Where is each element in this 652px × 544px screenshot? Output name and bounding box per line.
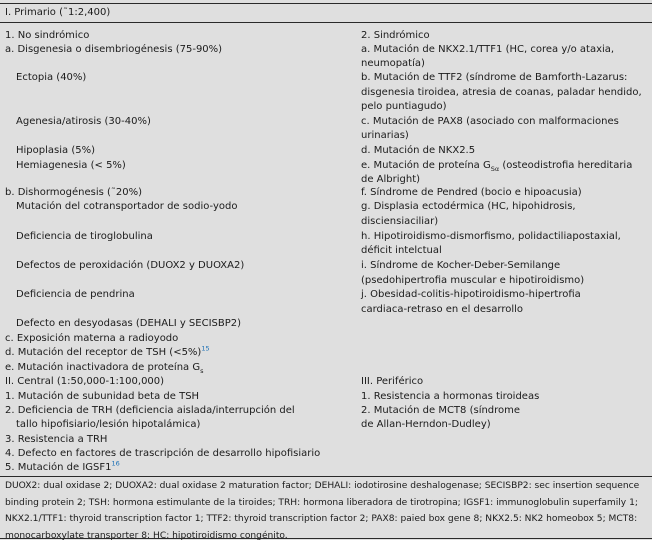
central-item-2-line1: 2. Deficiencia de TRH (deficiencia aislada/interrupción del — [5, 405, 295, 416]
periferico-heading: III. Periférico — [361, 376, 424, 387]
sindromico-e-line1: e. Mutación de proteína $G_{S\alpha}$ (osteodistrofia hereditaria — [361, 160, 633, 173]
table-header: I. Primario (˜1:2,400) — [5, 7, 111, 18]
cotransportador-item: Mutación del cotransportador de sodio-yodo — [16, 201, 238, 212]
sindromico-d: d. Mutación de NKX2.5 — [361, 145, 476, 156]
sindromico-h-line2: déficit intelctual — [361, 245, 442, 256]
periferico-item-1: 1. Resistencia a hormonas tiroideas — [361, 391, 540, 402]
sindromico-b-line2: disgenesia tiroidea, atresia de coanas, paladar hendido, — [361, 87, 642, 98]
sindromico-g-line1: g. Displasia ectodérmica (HC, hipohidrosis, — [361, 201, 576, 212]
disgenesia-item: a. Disgenesia o disembriogénesis (75-90%) — [5, 44, 223, 55]
proteina-gs-item: e. Mutación inactivadora de proteína $G_s$ — [5, 362, 204, 375]
reference-16[interactable]: 16 — [111, 459, 120, 468]
central-item-5: 5. Mutación de IGSF1$^{16}$ — [5, 459, 120, 473]
sindromico-c-line1: c. Mutación de PAX8 (asociado con malformaciones — [361, 116, 619, 127]
sindromico-i-line2: (psedohipertrofia muscular e hipotiroidismo) — [361, 275, 585, 286]
table-bottom-rule — [0, 538, 652, 539]
central-item-3: 3. Resistencia a TRH — [5, 434, 108, 445]
ectopia-item: Ectopia (40%) — [16, 72, 87, 83]
tiroglobulina-item: Deficiencia de tiroglobulina — [16, 231, 153, 242]
sindromico-b-line1: b. Mutación de TTF2 (síndrome de Bamforth-Lazarus: — [361, 72, 628, 83]
periferico-item-2-line2: de Allan-Herndon-Dudley) — [361, 419, 491, 430]
central-item-1: 1. Mutación de subunidad beta de TSH — [5, 391, 200, 402]
sindromico-g-line2: disciensiaciliar) — [361, 216, 439, 227]
dishormogenesis-item: b. Dishormogénesis (˜20%) — [5, 187, 143, 198]
sindromico-c-line2: urinarias) — [361, 130, 409, 141]
sindromico-j-line2: cardiaca-retraso en el desarrollo — [361, 304, 523, 315]
sindromico-i-line1: i. Síndrome de Kocher-Deber-Semilange — [361, 260, 561, 271]
footnote-rule — [0, 476, 652, 477]
exposicion-item: c. Exposición materna a radioyodo — [5, 333, 179, 344]
sindromico-j-line1: j. Obesidad-colitis-hipotiroidismo-hipertrofia — [361, 289, 581, 300]
sindromico-e-line2: de Albright) — [361, 174, 421, 185]
agenesia-item: Agenesia/atirosis (30-40%) — [16, 116, 151, 127]
hipoplasia-item: Hipoplasia (5%) — [16, 145, 95, 156]
reference-15[interactable]: 15 — [201, 344, 210, 353]
central-item-4: 4. Defecto en factores de trascripción de desarrollo hipofisiario — [5, 448, 321, 459]
sindromico-h-line1: h. Hipotiroidismo-dismorfismo, polidactiliapostaxial, — [361, 231, 621, 242]
sindromico-a-line1: a. Mutación de NKX2.1/TTF1 (HC, corea y/o ataxia, — [361, 44, 615, 55]
table-top-rule — [0, 3, 652, 4]
pendrina-item: Deficiencia de pendrina — [16, 289, 135, 300]
sindromico-a-line2: neumopatía) — [361, 58, 425, 69]
peroxidacion-item: Defectos de peroxidación (DUOX2 y DUOXA2) — [16, 260, 245, 271]
footnote-abbreviations: DUOX2: dual oxidase 2; DUOXA2: dual oxidase 2 maturation factor; DEHALI: iodotirosine deshalogenase; SECISBP2: sec insertion sequence binding protein 2; TSH: hormona estimulante de la tiroides; TRH: hormona liberadora de tirotropina; IGSF1: immunoglobulin superfamily 1; NKX2.1/TTF1: thyroid transcription factor 1; TTF2: thyroid transcription factor 2; PAX8: paied box gene 8; NKX2.5: NK2 homeobox 5; MCT8: monocarboxylate transporter 8; HC: hipotiroidismo congénito. — [5, 481, 640, 541]
central-item-2-line2: tallo hipofisiario/lesión hipotalámica) — [16, 419, 201, 430]
desyodasas-item: Defecto en desyodasas (DEHALI y SECISBP2) — [16, 318, 242, 329]
sindromico-b-line3: pelo puntiagudo) — [361, 101, 447, 112]
sindromico-f: f. Síndrome de Pendred (bocio e hipoacusia) — [361, 187, 582, 198]
periferico-item-2-line1: 2. Mutación de MCT8 (síndrome — [361, 405, 521, 416]
no-sindromico-heading: 1. No sindrómico — [5, 30, 90, 41]
hemiagenesia-item: Hemiagenesia (< 5%) — [16, 160, 126, 171]
header-rule — [0, 22, 652, 23]
tsh-receptor-item: d. Mutación del receptor de TSH (<5%)$^{15}$ — [5, 344, 210, 358]
sindromico-heading: 2. Sindrómico — [361, 30, 430, 41]
central-heading: II. Central (1:50,000-1:100,000) — [5, 376, 165, 387]
